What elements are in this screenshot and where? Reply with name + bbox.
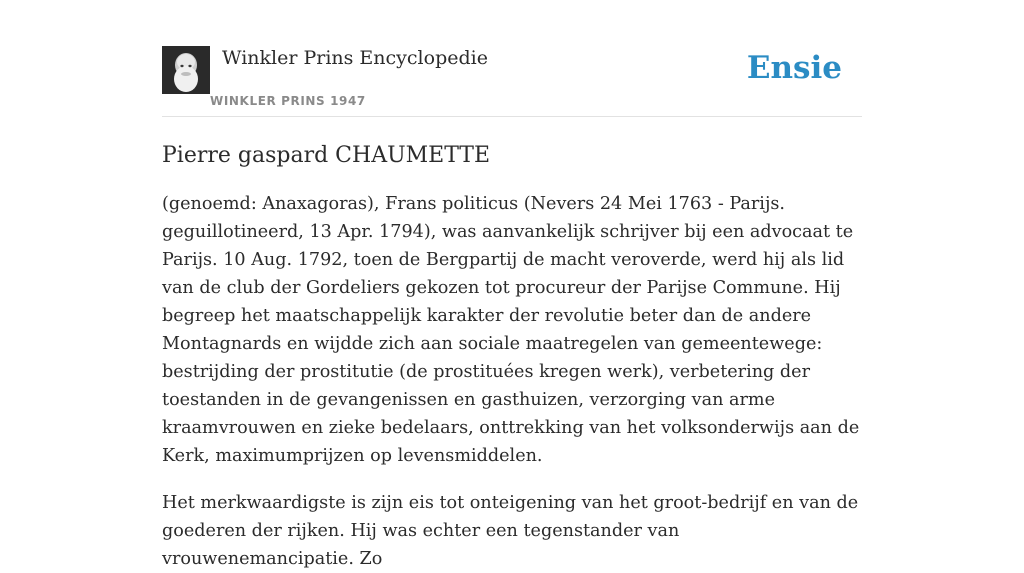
bearded-man-portrait-icon <box>162 46 210 94</box>
article-title: Pierre gaspard CHAUMETTE <box>162 143 491 168</box>
site-header <box>162 0 862 117</box>
article-paragraph: Het merkwaardigste is zijn eis tot onteigening van het groot-bedrijf en van de goederen der rijken. Hij was echter een tegenstander van vrouwenemancipatie. Zo <box>162 493 859 569</box>
avatar[interactable] <box>162 46 210 94</box>
article-paragraph: (genoemd: Anaxagoras), Frans politicus (Nevers 24 Mei 1763 - Parijs. geguillotineerd, 13 Apr. 1794), was aanvankelijk schrijver bij een advocaat te Parijs. 10 Aug. 1792, toen de Bergpartij de macht veroverde, werd hij als lid van de club der Gordeliers gekozen tot procureur der Parijse Commune. Hij begreep het maatschappelijk karakter der revolutie beter dan de andere Montagnards en wijdde zich aan sociale maatregelen van gemeentewege: bestrijding der prostitutie (de prostituées kregen werk), verbetering der toestanden in de gevangenissen en gasthuizen, verzorging van arme kraamvrouwen en zieke bedelaars, onttrekking van het volksonderwijs aan de Kerk, maximumprijzen op levensmiddelen. <box>162 194 860 466</box>
page <box>162 0 862 573</box>
site-subtitle[interactable]: WINKLER PRINS 1947 <box>210 94 366 108</box>
site-title[interactable]: Winkler Prins Encyclopedie <box>222 47 488 69</box>
brand-logo[interactable]: Ensie <box>746 50 842 86</box>
